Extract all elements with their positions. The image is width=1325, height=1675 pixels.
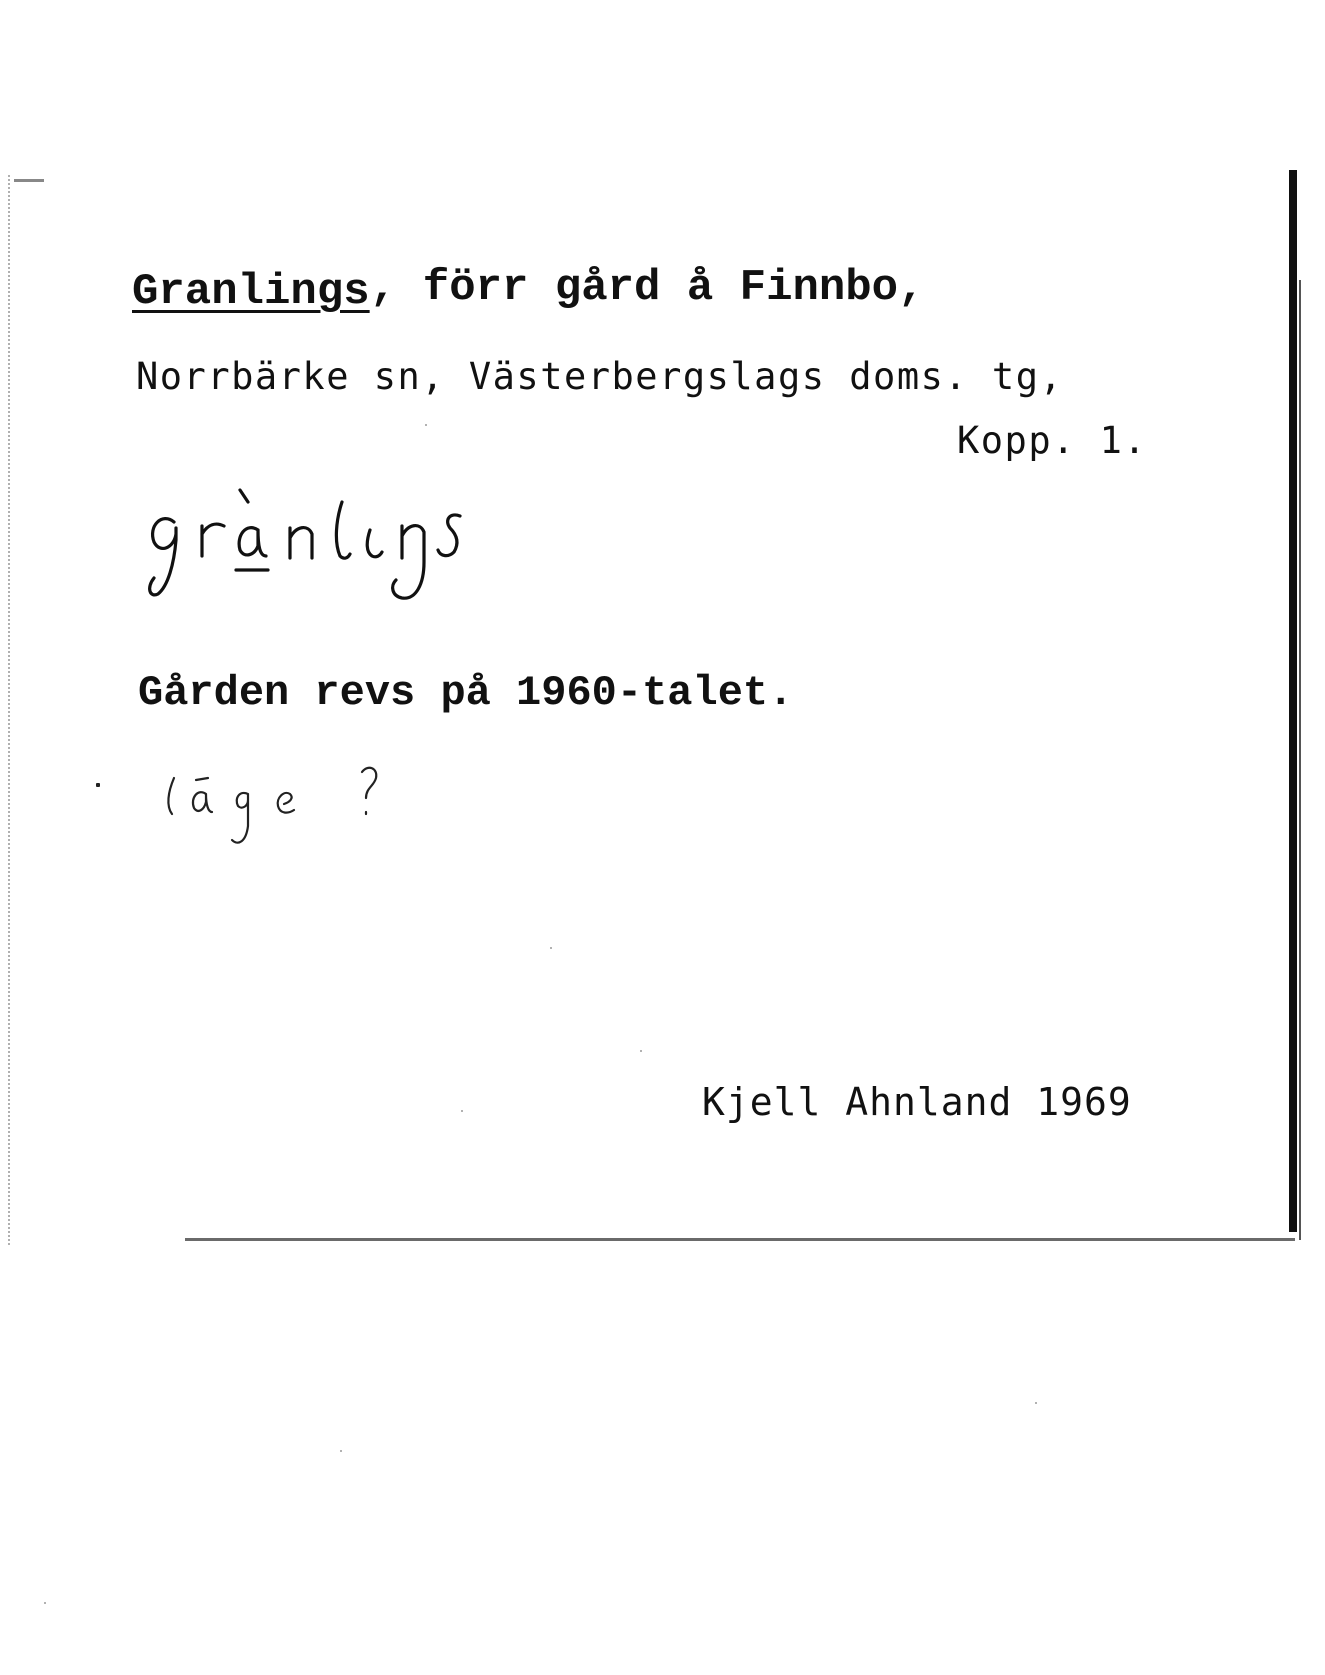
place-description: , förr gård å Finnbo, <box>370 263 925 313</box>
map-reference: Kopp. 1. <box>957 419 1148 462</box>
handwritten-annotation <box>160 760 400 860</box>
scan-speck <box>44 1602 46 1604</box>
parish-district-line: Norrbärke sn, Västerbergslags doms. tg, <box>136 355 1064 398</box>
place-name-title: Granlings <box>132 267 370 317</box>
card-right-edge <box>1289 170 1297 1232</box>
scan-speck <box>640 1050 642 1052</box>
author-signature-line: Kjell Ahnland 1969 <box>702 1080 1132 1124</box>
scan-speck <box>425 424 427 426</box>
scan-speck <box>461 1110 463 1112</box>
handwritten-pronunciation <box>140 460 540 620</box>
card-top-mark <box>14 179 44 182</box>
card-left-edge <box>8 175 11 1245</box>
scan-speck <box>550 947 552 949</box>
card-right-edge-shadow <box>1299 280 1301 1240</box>
ink-dot <box>96 783 100 787</box>
demolition-note: Gården revs på 1960-talet. <box>138 669 794 717</box>
scan-speck <box>1035 1402 1037 1404</box>
card-bottom-edge <box>185 1238 1295 1241</box>
scan-speck <box>340 1450 342 1452</box>
